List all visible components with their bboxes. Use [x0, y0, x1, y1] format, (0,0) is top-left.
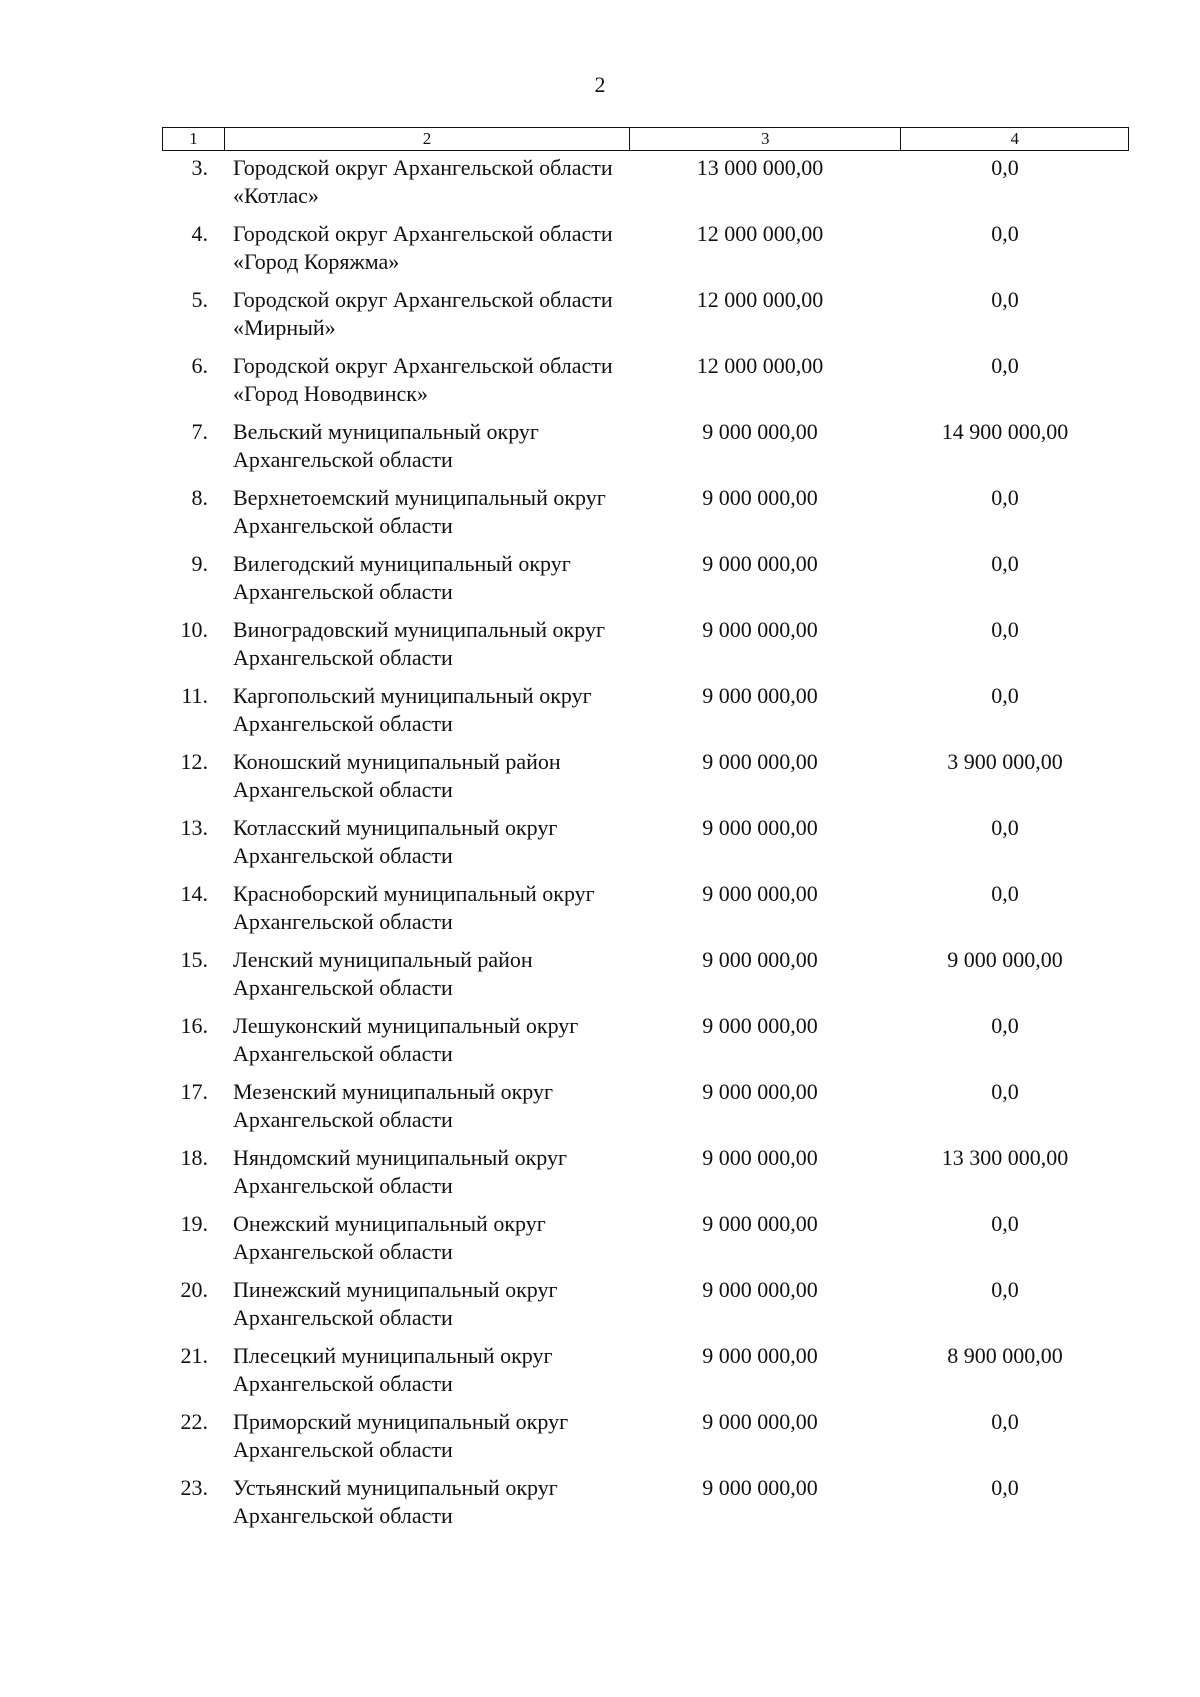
amount-value: 12 000 000,00	[696, 221, 824, 246]
page-number: 2	[594, 72, 606, 97]
extra-amount-value: 0,0	[991, 1211, 1019, 1236]
municipality-name: Плесецкий муниципальный округ Архангельской области	[233, 1343, 553, 1396]
table-row	[162, 814, 1129, 880]
amount-value: 9 000 000,00	[702, 1013, 818, 1038]
municipality-name: Каргопольский муниципальный округ Архангельской области	[233, 683, 592, 736]
amount-value: 9 000 000,00	[702, 947, 818, 972]
table-row	[162, 418, 1129, 484]
table-row	[162, 1474, 1129, 1540]
column-header-4: 4	[1010, 129, 1019, 148]
municipality-name: Городской округ Архангельской области «Котлас»	[233, 155, 613, 208]
table-row	[162, 880, 1129, 946]
amount-value: 12 000 000,00	[696, 353, 824, 378]
column-header-3: 3	[630, 128, 901, 150]
extra-amount-value: 9 000 000,00	[947, 947, 1063, 972]
row-number: 22.	[180, 1409, 208, 1434]
municipality-name: Пинежский муниципальный округ Архангельской области	[233, 1277, 558, 1330]
table-row	[162, 1144, 1129, 1210]
row-number: 5.	[191, 287, 208, 312]
table-row	[162, 286, 1129, 352]
extra-amount-value: 0,0	[991, 1475, 1019, 1500]
extra-amount-value: 0,0	[991, 485, 1019, 510]
table-row	[162, 1078, 1129, 1144]
extra-amount-value: 0,0	[991, 551, 1019, 576]
table-body	[162, 154, 1129, 1540]
extra-amount-value: 8 900 000,00	[947, 1343, 1063, 1368]
row-number: 23.	[180, 1475, 208, 1500]
amount-value: 9 000 000,00	[702, 419, 818, 444]
amount-value: 9 000 000,00	[702, 1211, 818, 1236]
table-row	[162, 550, 1129, 616]
row-number: 17.	[180, 1079, 208, 1104]
extra-amount-value: 0,0	[991, 683, 1019, 708]
row-number: 12.	[180, 749, 208, 774]
municipality-name: Верхнетоемский муниципальный округ Архангельской области	[233, 485, 606, 538]
extra-amount-value: 0,0	[991, 221, 1019, 246]
municipality-name: Лешуконский муниципальный округ Архангельской области	[233, 1013, 579, 1066]
amount-value: 9 000 000,00	[702, 815, 818, 840]
municipality-name: Устьянский муниципальный округ Архангельской области	[233, 1475, 558, 1528]
table-row	[162, 682, 1129, 748]
row-number: 14.	[180, 881, 208, 906]
municipality-name: Городской округ Архангельской области «Город Коряжма»	[233, 221, 613, 274]
row-number: 18.	[180, 1145, 208, 1170]
row-number: 13.	[180, 815, 208, 840]
extra-amount-value: 0,0	[991, 1409, 1019, 1434]
amount-value: 9 000 000,00	[702, 1277, 818, 1302]
extra-amount-value: 0,0	[991, 881, 1019, 906]
row-number: 11.	[181, 683, 208, 708]
amount-value: 13 000 000,00	[696, 155, 824, 180]
table-row	[162, 946, 1129, 1012]
municipality-name: Котласский муниципальный округ Архангельской области	[233, 815, 558, 868]
municipality-name: Городской округ Архангельской области «Город Новодвинск»	[233, 353, 613, 406]
extra-amount-value: 0,0	[991, 1013, 1019, 1038]
table-row	[162, 352, 1129, 418]
table-row	[162, 484, 1129, 550]
amount-value: 9 000 000,00	[702, 1475, 818, 1500]
table-row	[162, 748, 1129, 814]
column-header-2: 2	[225, 128, 630, 150]
extra-amount-value: 0,0	[991, 617, 1019, 642]
amount-value: 9 000 000,00	[702, 485, 818, 510]
amount-value: 9 000 000,00	[702, 1409, 818, 1434]
amount-value: 9 000 000,00	[702, 749, 818, 774]
row-number: 4.	[191, 221, 208, 246]
table-row	[162, 1276, 1129, 1342]
extra-amount-value: 0,0	[991, 1277, 1019, 1302]
table-header-row	[162, 127, 1129, 151]
row-number: 20.	[180, 1277, 208, 1302]
municipality-name: Городской округ Архангельской области «Мирный»	[233, 287, 613, 340]
extra-amount-value: 3 900 000,00	[947, 749, 1063, 774]
table-row	[162, 1342, 1129, 1408]
extra-amount-value: 0,0	[991, 1079, 1019, 1104]
extra-amount-value: 0,0	[991, 287, 1019, 312]
row-number: 15.	[180, 947, 208, 972]
amount-value: 9 000 000,00	[702, 617, 818, 642]
municipality-name: Вилегодский муниципальный округ Архангельской области	[233, 551, 571, 604]
municipality-name: Приморский муниципальный округ Архангельской области	[233, 1409, 569, 1462]
amount-value: 9 000 000,00	[702, 881, 818, 906]
row-number: 21.	[180, 1343, 208, 1368]
row-number: 7.	[191, 419, 208, 444]
municipality-name: Вельский муниципальный округ Архангельской области	[233, 419, 539, 472]
amount-value: 9 000 000,00	[702, 551, 818, 576]
extra-amount-value: 13 300 000,00	[941, 1145, 1069, 1170]
amount-value: 12 000 000,00	[696, 287, 824, 312]
amount-value: 9 000 000,00	[702, 1079, 818, 1104]
table-row	[162, 1012, 1129, 1078]
municipality-name: Красноборский муниципальный округ Архангельской области	[233, 881, 595, 934]
table-row	[162, 616, 1129, 682]
extra-amount-value: 0,0	[991, 815, 1019, 840]
municipality-name: Коношский муниципальный район Архангельской области	[233, 749, 561, 802]
municipality-name: Виноградовский муниципальный округ Архангельской области	[233, 617, 605, 670]
amount-value: 9 000 000,00	[702, 1145, 818, 1170]
row-number: 9.	[191, 551, 208, 576]
row-number: 8.	[191, 485, 208, 510]
extra-amount-value: 0,0	[991, 353, 1019, 378]
amount-value: 9 000 000,00	[702, 1343, 818, 1368]
table-row	[162, 1408, 1129, 1474]
row-number: 10.	[180, 617, 208, 642]
table-row	[162, 154, 1129, 220]
amount-value: 9 000 000,00	[702, 683, 818, 708]
column-header-1: 1	[163, 128, 225, 150]
table-row	[162, 1210, 1129, 1276]
row-number: 16.	[180, 1013, 208, 1038]
municipality-name: Ленский муниципальный район Архангельской области	[233, 947, 533, 1000]
extra-amount-value: 14 900 000,00	[941, 419, 1069, 444]
extra-amount-value: 0,0	[991, 155, 1019, 180]
table-row	[162, 220, 1129, 286]
row-number: 19.	[180, 1211, 208, 1236]
municipality-name: Няндомский муниципальный округ Архангельской области	[233, 1145, 567, 1198]
municipality-name: Онежский муниципальный округ Архангельской области	[233, 1211, 546, 1264]
municipality-name: Мезенский муниципальный округ Архангельской области	[233, 1079, 554, 1132]
row-number: 6.	[191, 353, 208, 378]
row-number: 3.	[191, 155, 208, 180]
